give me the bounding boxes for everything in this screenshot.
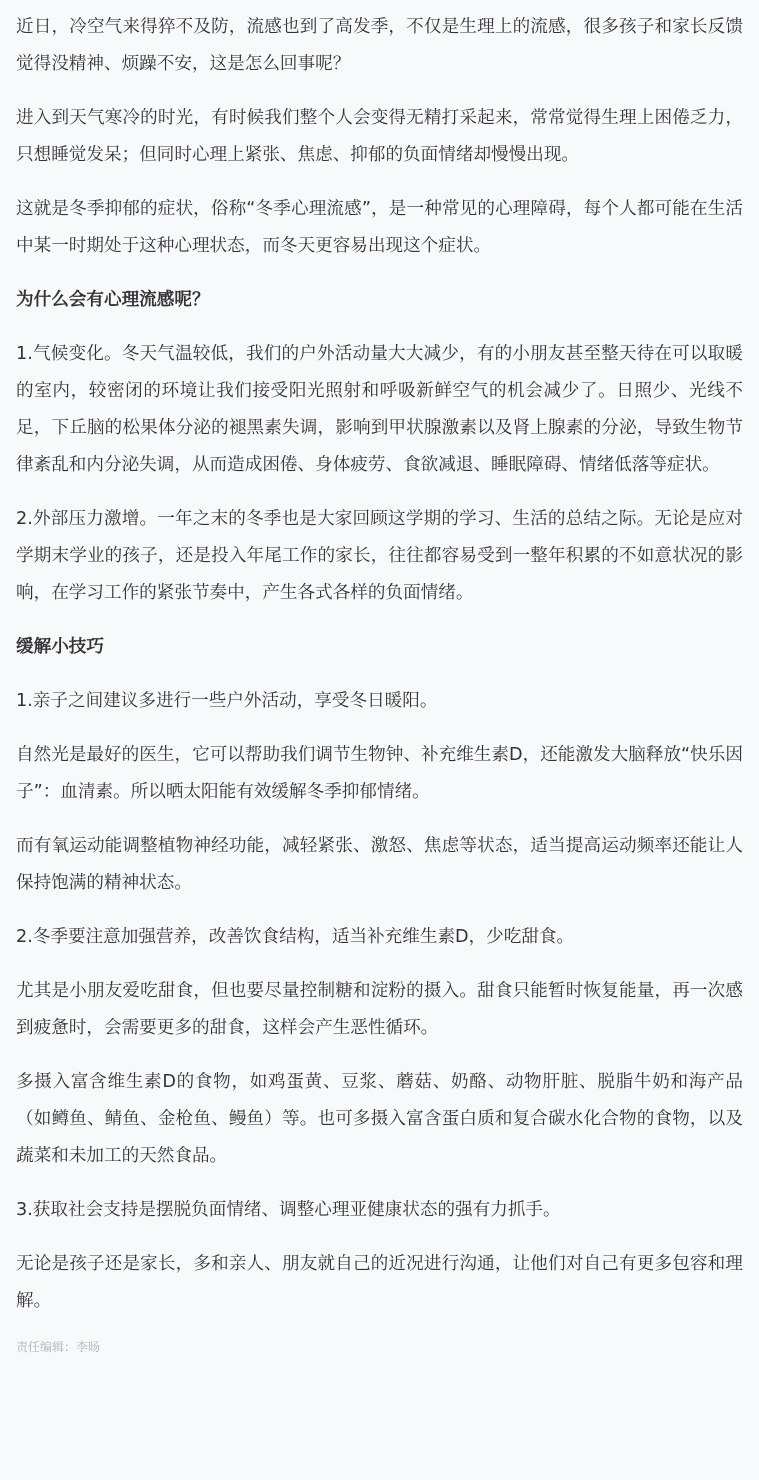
paragraph-symptoms: 进入到天气寒冷的时光，有时候我们整个人会变得无精打采起来，常常觉得生理上困倦乏力，只想睡觉发呆；但同时心理上紧张、焦虑、抑郁的负面情绪却慢慢出现。 [16,108,743,165]
paragraph-winter-flu-definition: 这就是冬季抑郁的症状，俗称“冬季心理流感”，是一种常见的心理障碍，每个人都可能在生活中某一时期处于这种心理状态，而冬天更容易出现这个症状。 [16,199,743,256]
paragraph-vitamin-d-foods: 多摄入富含维生素D的食物，如鸡蛋黄、豆浆、蘑菇、奶酪、动物肝脏、脱脂牛奶和海产品（如鳟鱼、鲭鱼、金枪鱼、鳗鱼）等。也可多摄入富含蛋白质和复合碳水化合物的食物，以及蔬菜和未加工的天然食品。 [16,1072,743,1166]
paragraph-intro: 近日，冷空气来得猝不及防，流感也到了高发季，不仅是生理上的流感，很多孩子和家长反馈觉得没精神、烦躁不安，这是怎么回事呢？ [16,17,743,74]
paragraph-cause-climate: 1.气候变化。冬天气温较低，我们的户外活动量大大减少，有的小朋友甚至整天待在可以取暖的室内，较密闭的环境让我们接受阳光照射和呼吸新鲜空气的机会减少了。日照少、光线不足，下丘脑的松果体分泌的褪黑素失调，影响到甲状腺激素以及肾上腺素的分泌，导致生物节律紊乱和内分泌失调，从而造成困倦、身体疲劳、食欲减退、睡眠障碍、情绪低落等症状。 [16,344,743,475]
paragraph-cause-pressure: 2.外部压力激增。一年之末的冬季也是大家回顾这学期的学习、生活的总结之际。无论是应对学期末学业的孩子，还是投入年尾工作的家长，往往都容易受到一整年积累的不如意状况的影响，在学习工作的紧张节奏中，产生各式各样的负面情绪。 [16,509,743,603]
paragraph-aerobic: 而有氧运动能调整植物神经功能，减轻紧张、激怒、焦虑等状态，适当提高运动频率还能让人保持饱满的精神状态。 [16,836,743,893]
paragraph-tip-outdoor: 1.亲子之间建议多进行一些户外活动，享受冬日暖阳。 [16,691,438,711]
paragraph-tip-social-support: 3.获取社会支持是摆脱负面情绪、调整心理亚健康状态的强有力抓手。 [16,1200,561,1220]
section-heading-causes: 为什么会有心理流感呢？ [16,290,210,310]
paragraph-tip-nutrition: 2.冬季要注意加强营养，改善饮食结构，适当补充维生素D，少吃甜食。 [16,927,575,947]
paragraph-sweets: 尤其是小朋友爱吃甜食，但也要尽量控制糖和淀粉的摄入。甜食只能暂时恢复能量，再一次感到疲惫时，会需要更多的甜食，这样会产生恶性循环。 [16,981,743,1038]
section-heading-tips: 缓解小技巧 [16,637,104,657]
responsible-editor: 责任编辑：李旸 [16,1340,101,1354]
paragraph-sunlight: 自然光是最好的医生，它可以帮助我们调节生物钟、补充维生素D，还能激发大脑释放“快乐因子”：血清素。所以晒太阳能有效缓解冬季抑郁情绪。 [16,745,743,802]
paragraph-communication: 无论是孩子还是家长，多和亲人、朋友就自己的近况进行沟通，让他们对自己有更多包容和理解。 [16,1254,743,1311]
